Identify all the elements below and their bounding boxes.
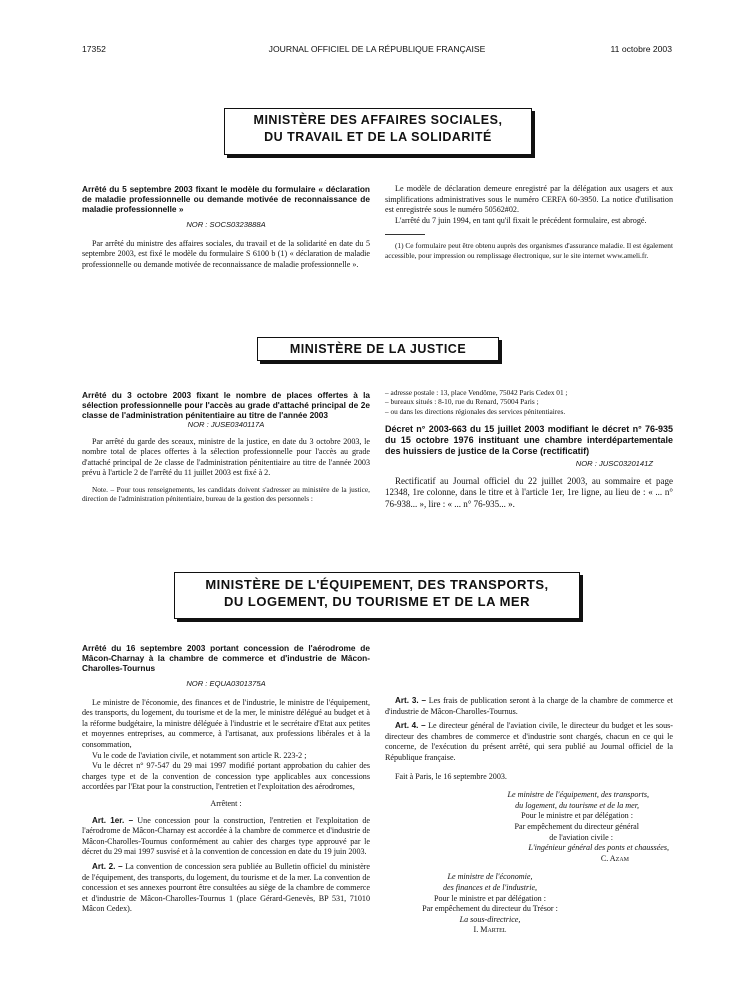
signatory-line: des finances et de l'industrie, [442, 882, 538, 892]
s2-left-column [82, 390, 370, 504]
signatory-line: Le ministre de l'économie, [447, 872, 533, 882]
signatory-name: C. Azam [600, 853, 629, 863]
list-item: – bureaux situés : 8-10, rue du Renard, 75004 Paris ; [385, 397, 539, 407]
ministry-heading-line: DU TRAVAIL ET DE LA SOLIDARITÉ [264, 130, 492, 144]
s1-right-column [385, 184, 673, 260]
paragraph: Vu le décret n° 97-547 du 29 mai 1997 modifié portant approbation du cahier des charges type et de la convention de concession type applicables aux concessions accordées par l'Etat pour la construction, l'entretien et l'exploitation des aérodromes, [82, 761, 370, 792]
article-2: Art. 2. – La convention de concession sera publiée au Bulletin officiel du ministère de l'équipement, des transports, du logement, du tourisme et de la mer. La convention de concession et ses annexes pourront être consultées au siège de la chambre de commerce et d'industrie de Mâcon-Charolles-Tournus 1 (place Gérard-Genevès, BP 531, 71010 Mâcon Cedex). [82, 861, 370, 914]
signatory-line: du logement, du tourisme et de la mer, [515, 800, 639, 810]
footnote-rule [385, 234, 425, 235]
rectificatif: Rectificatif au Journal officiel du 22 juillet 2003, au sommaire et page 12348, 1re colonne, dans le titre et à l'article 1er, 1re ligne, au lieu de : « ... n° 76-938... », lire : « ... n° 76-935... ». [385, 475, 673, 509]
nor-reference: NOR : JUSC0320141Z [575, 459, 653, 469]
nor-reference: NOR : EQUA0301375A [186, 679, 266, 688]
signatory-name: I. Martel [473, 925, 507, 935]
ministry-heading-line: MINISTÈRE DE LA JUSTICE [289, 342, 467, 356]
note: Note. – Pour tous renseignements, les candidats doivent s'adresser au ministère de la justice, direction de l'administration pénitentiaire, bureau de la gestion des personnels : [82, 484, 370, 504]
page-number: 17352 [82, 44, 106, 54]
signatory-line: Par empêchement du directeur du Trésor : [422, 904, 558, 914]
signatory-line: L'ingénieur général des ponts et chaussées, [528, 843, 669, 853]
arretent: Arrêtent : [210, 798, 242, 808]
arrete-title: Arrêté du 16 septembre 2003 portant concession de l'aérodrome de Mâcon-Charnay à la chambre de commerce et d'industrie de Mâcon-Charolles-Tournus [82, 643, 370, 673]
signatory-line: Pour le ministre et par délégation : [434, 893, 546, 903]
s3-right-column [385, 643, 673, 936]
paragraph: Le modèle de déclaration demeure enregistré par la délégation aux usagers et aux simplifications administratives sous le numéro CERFA 60-3950. La notice d'utilisation est enregistrée sous le numéro 50562#02. [385, 184, 673, 215]
s3-left-column [82, 643, 370, 915]
paragraph: Par arrêté du ministre des affaires sociales, du travail et de la solidarité en date du 5 septembre 2003, est fixé le modèle du formulaire S 6100 b (1) « déclaration de maladie professionnelle ou demande motivée de reconnaissance de maladie professionnelle ». [82, 238, 370, 269]
ministry-heading-justice [257, 337, 499, 361]
article-1: Art. 1er. – Une concession pour la construction, l'entretien et l'exploitation de l'aérodrome de Mâcon-Charnay est accordée à la chambre de commerce et d'industrie de Mâcon-Charolles-Tournus conformément au cahier des charges type approuvé par le décret du 29 mai 1997 susvisé et à la convention de concession en date du 19 juin 2003. [82, 815, 371, 857]
nor-reference: NOR : SOCS0323888A [186, 220, 266, 229]
ministry-heading-line: DU LOGEMENT, DU TOURISME ET DE LA MER [224, 594, 530, 609]
paragraph: Vu le code de l'aviation civile, et notamment son article R. 223-2 ; [92, 750, 307, 760]
ministry-heading-affaires-sociales [224, 108, 532, 155]
nor-reference: NOR : JUSE0340117A [187, 420, 265, 429]
signatory-line: Par empêchement du directeur général [514, 821, 639, 831]
article-4: Art. 4. – Le directeur général de l'aviation civile, le directeur du budget et les sous-directeur des chambres de commerce et d'industrie sont chargés, chacun en ce qui le concerne, de l'exécution du présent arrêté, qui sera publié au Journal officiel de la République française. [385, 721, 673, 762]
journal-title: JOURNAL OFFICIEL DE LA RÉPUBLIQUE FRANÇAISE [268, 44, 486, 54]
paragraph: L'arrêté du 7 juin 1994, en tant qu'il fixait le précédent formulaire, est abrogé. [395, 215, 647, 225]
s2-right-column [385, 388, 673, 510]
paragraph: Par arrêté du garde des sceaux, ministre de la justice, en date du 3 octobre 2003, le nombre total de places offertes à la sélection professionnelle pour l'accès au grade d'attaché principal de 2e classe de l'administration pénitentiaire au titre de l'année 2003 prévu à l'article 2 de l'arrêté du 11 juillet 2003 est fixé à 2. [82, 436, 370, 478]
signatory-line: Le ministre de l'équipement, des transports, [507, 790, 649, 800]
list-item: – adresse postale : 13, place Vendôme, 75042 Paris Cedex 01 ; [385, 388, 568, 397]
article-3: Art. 3. – Les frais de publication seront à la charge de la chambre de commerce et d'industrie de Mâcon-Charolles-Tournus. [385, 696, 673, 716]
ministry-heading-equipement [174, 572, 580, 619]
signatory-line: La sous-directrice, [459, 914, 521, 924]
fait-a-paris: Fait à Paris, le 16 septembre 2003. [395, 771, 507, 781]
paragraph: Le ministre de l'économie, des finances et de l'industrie, le ministre de l'équipement, des transports, du logement, du tourisme et de la mer, le ministre délégué au budget et à la réforme budgétaire, la ministre déléguée à l'industrie et le secrétaire d'Etat aux petites et moyennes entreprises, au commerce, à l'artisanat, aux professions libérales et à la consommation, [82, 697, 370, 749]
arrete-title: Arrêté du 5 septembre 2003 fixant le modèle du formulaire « déclaration de maladie professionnelle ou demande motivée de reconnaissance de maladie professionnelle » [82, 184, 370, 214]
decret-title: Décret n° 2003-663 du 15 juillet 2003 modifiant le décret n° 76-935 du 15 octobre 1976 instituant une chambre interdépartementale des huissiers de justice de la Corse (rectificatif) [385, 424, 673, 457]
footnote: (1) Ce formulaire peut être obtenu auprès des organismes d'assurance maladie. Il est également accessible, pour impression ou remplissage électronique, sur le site internet www.ameli.fr. [385, 241, 673, 260]
page-header [82, 44, 672, 58]
ministry-heading-line: MINISTÈRE DES AFFAIRES SOCIALES, [253, 113, 503, 127]
list-item: – ou dans les directions régionales des services pénitentiaires. [385, 406, 566, 416]
issue-date: 11 octobre 2003 [610, 44, 672, 54]
signatory-line: Pour le ministre et par délégation : [521, 811, 633, 821]
signature-block-equipement [385, 790, 673, 864]
signatory-line: de l'aviation civile : [549, 832, 613, 842]
s1-left-column [82, 184, 370, 270]
signature-block-economie [385, 872, 595, 936]
arrete-title: Arrêté du 3 octobre 2003 fixant le nombre de places offertes à la sélection professionnelle pour l'accès au grade d'attaché principal de 2e classe de l'administration pénitentiaire au titre de l'année 2003 [82, 390, 370, 420]
ministry-heading-line: MINISTÈRE DE L'ÉQUIPEMENT, DES TRANSPORTS, [205, 577, 549, 592]
